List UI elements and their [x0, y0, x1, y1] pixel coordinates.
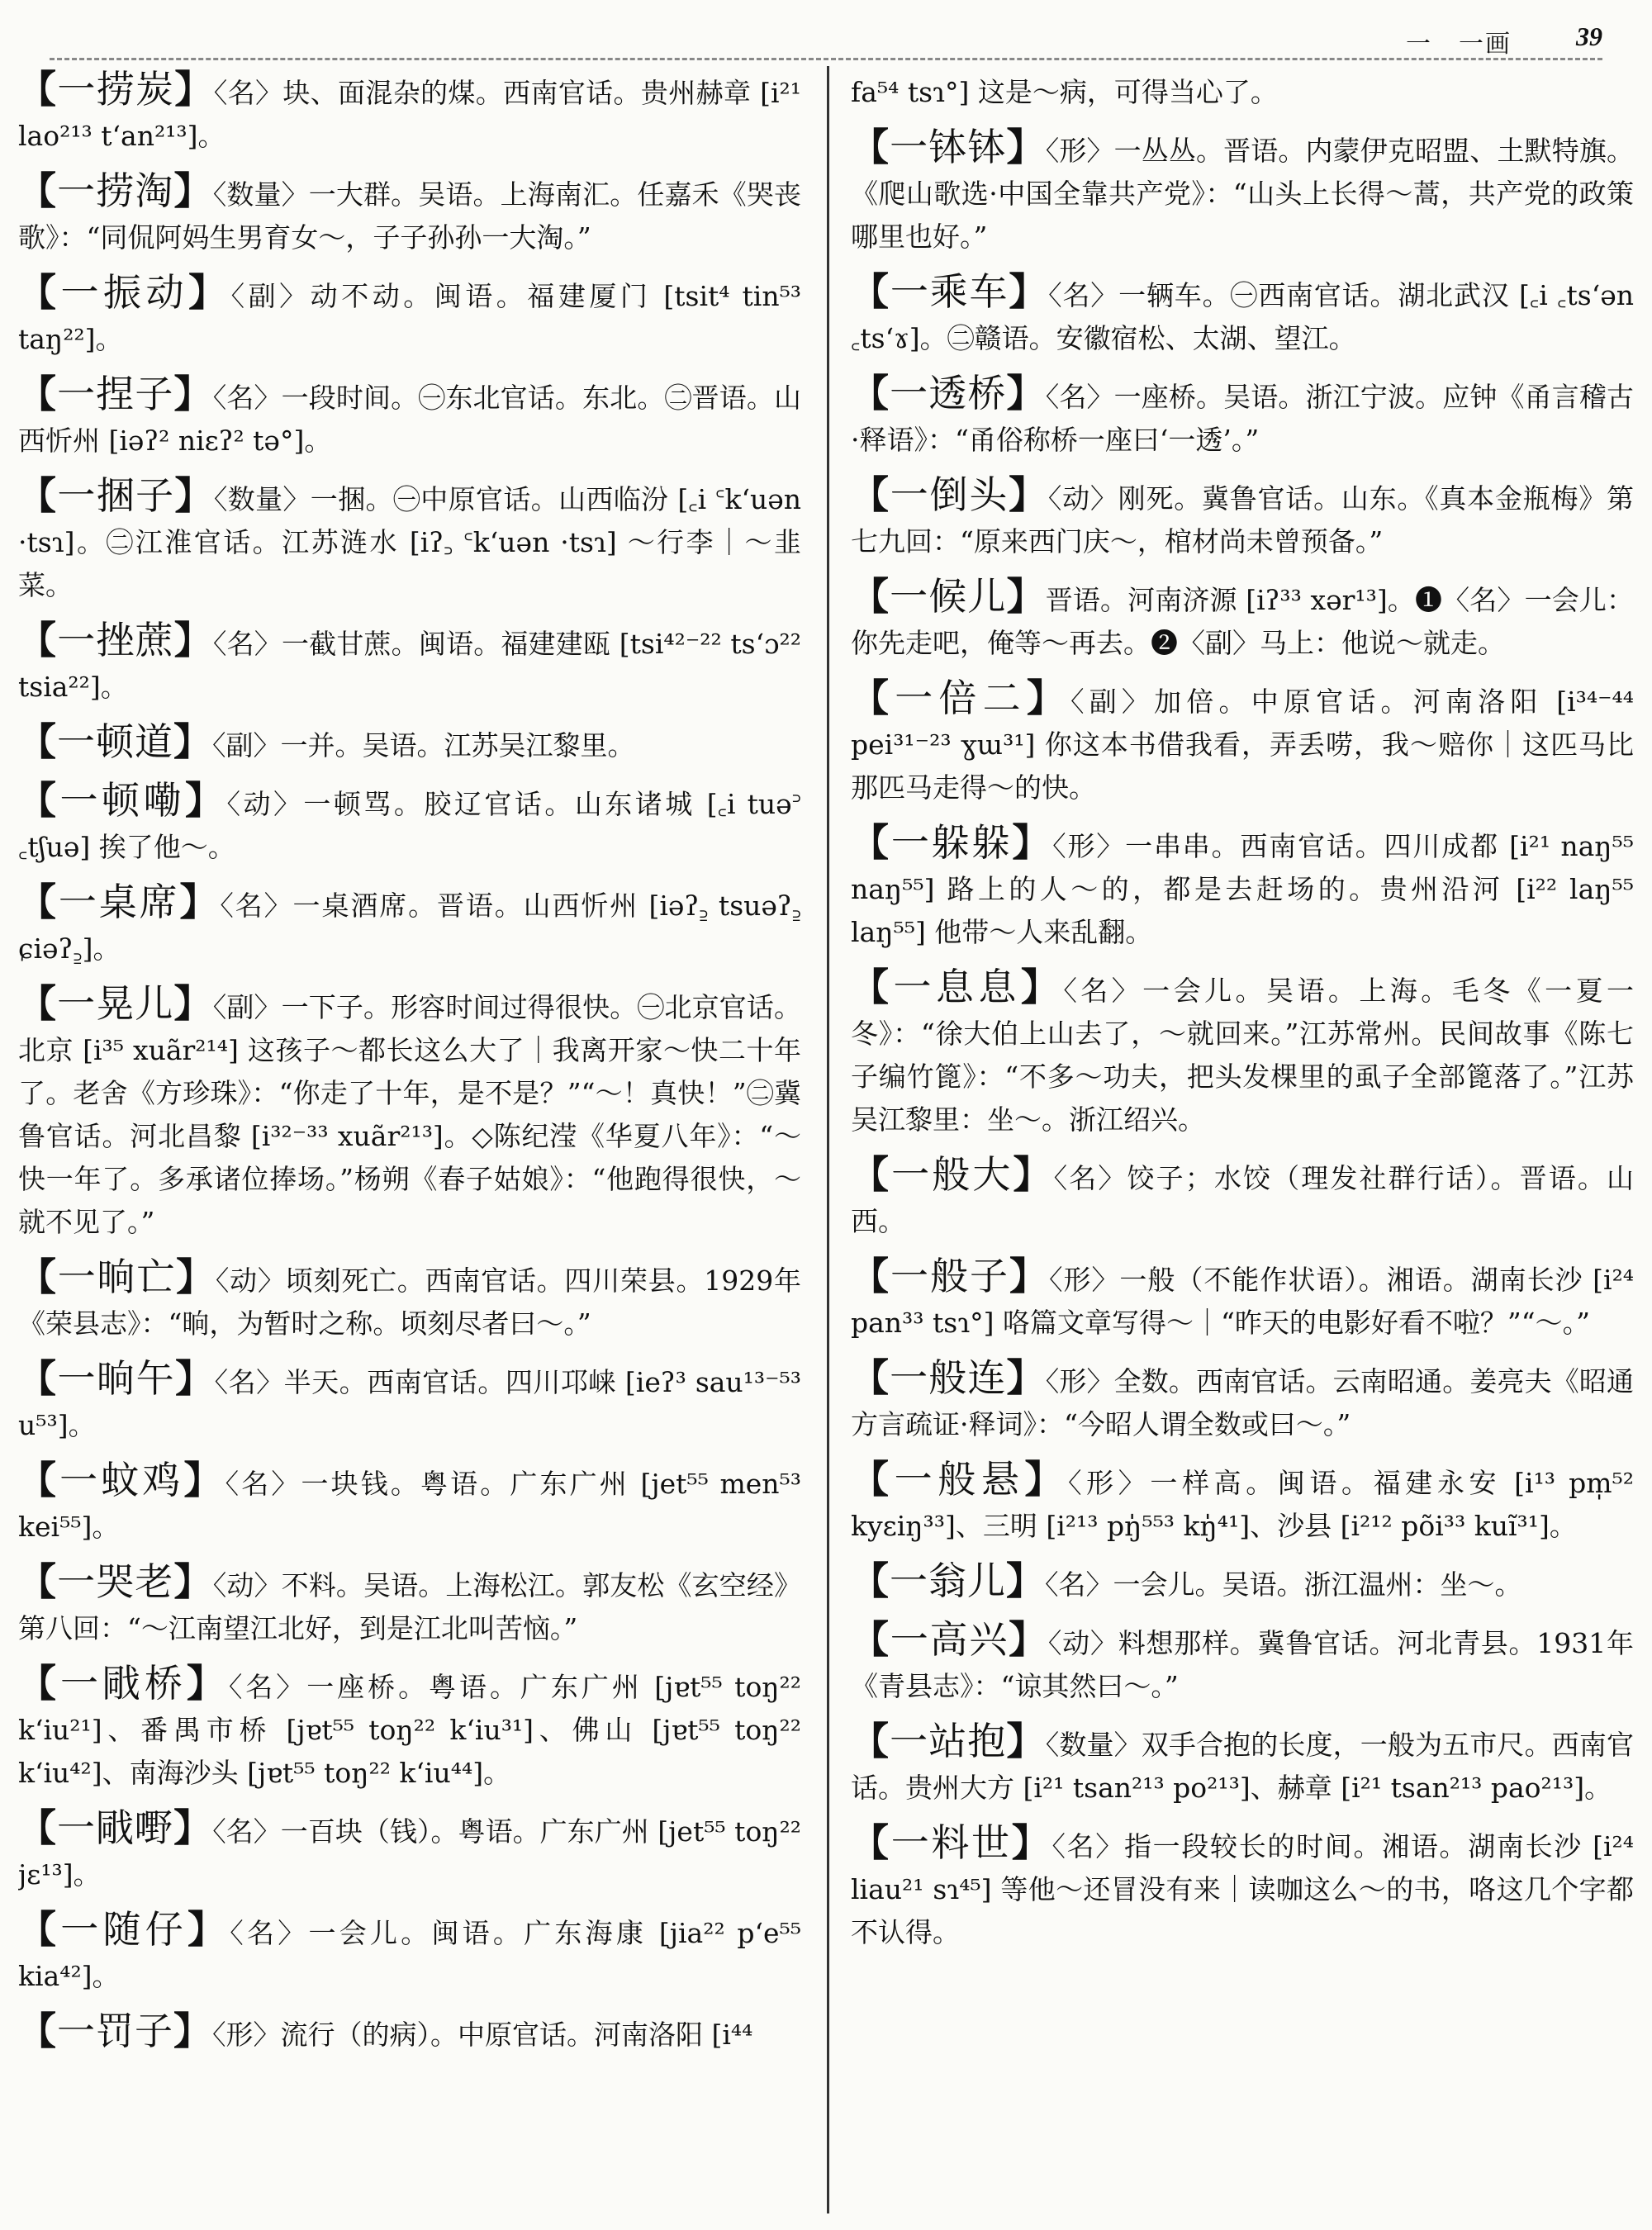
entry-headword: 【一振动】	[18, 270, 231, 315]
dictionary-entry	[18, 372, 801, 463]
dictionary-entry	[851, 71, 1634, 114]
entry-definition: 〈动〉刚死。冀鲁官话。山东。《真本金瓶梅》第七九回：“原来西门庆～，棺材尚未曾预备。”	[851, 482, 1634, 558]
dictionary-entry	[851, 1458, 1634, 1548]
entry-definition: 〈形〉一串串。西南官话。四川成都 [i²¹ naŋ⁵⁵ naŋ⁵⁵] 路上的人～的，都是去赶场的。贵州沿河 [i²² laŋ⁵⁵ laŋ⁵⁵] 他带～人来乱翻。	[851, 830, 1634, 948]
entry-definition: 〈副〉一并。吴语。江苏吴江黎里。	[212, 729, 635, 762]
entry-headword: 【一随仔】	[18, 1907, 230, 1952]
entry-headword: 【一罚子】	[18, 2009, 212, 2053]
entry-headword: 【一候儿】	[851, 574, 1046, 619]
dictionary-entry	[18, 779, 801, 869]
dictionary-entry	[851, 676, 1634, 809]
entry-headword: 【一蚊鸡】	[18, 1458, 225, 1502]
dictionary-entry	[851, 1821, 1634, 1954]
entry-headword: 【一息息】	[851, 965, 1064, 1009]
dictionary-entry	[18, 1908, 801, 1998]
entry-definition: 〈形〉一般（不能作状语）。湘语。湖南长沙 [i²⁴ pan³³ tsɿ°] 咯篇文章写得～｜“昨天的电影好看不啦？”“～。”	[851, 1264, 1634, 1339]
entry-definition: 〈动〉一顿骂。胶辽官话。山东诸城 [꜀i tuə꜄ ꜀tʃuə] 挨了他～。	[18, 788, 801, 863]
section-label: 一 一画	[1406, 30, 1512, 59]
entry-definition: 〈副〉加倍。中原官话。河南洛阳 [i³⁴⁻⁴⁴ pei³¹⁻²³ ɣɯ³¹] 你这本书借我看，弄丢唠，我～赔你｜这匹马比那匹马走得～的快。	[851, 686, 1634, 804]
page-header	[33, 18, 1602, 59]
entry-headword: 【一高兴】	[851, 1617, 1048, 1662]
dictionary-entry	[18, 2009, 801, 2057]
entry-definition: 〈动〉顷刻死亡。西南官话。四川荣县。1929年《荣县志》：“晌，为暂时之称。顷刻尽者曰～。”	[18, 1264, 801, 1340]
entry-headword: 【一躲躲】	[851, 820, 1053, 865]
entry-headword: 【一乘车】	[851, 269, 1049, 314]
entry-definition: 〈形〉全数。西南官话。云南昭通。姜亮夫《昭通方言疏证·释词》：“今昭人谓全数或曰～。”	[851, 1365, 1634, 1440]
entry-definition: 〈名〉一段时间。㊀东北官话。东北。㊁晋语。山西忻州 [iəʔ² niɛʔ² tə°]。	[18, 382, 801, 457]
entry-definition: 〈动〉不料。吴语。上海松江。郭友松《玄空经》第八回：“～江南望江北好，到是江北叫苦恼。”	[18, 1569, 801, 1644]
entry-headword: 【一般悬】	[851, 1457, 1069, 1502]
entry-definition: 〈名〉指一段较长的时间。湘语。湖南长沙 [i²⁴ liau²¹ sɿ⁴⁵] 等他～还冒没有来｜读咖这么～的书，咯这几个字都不认得。	[851, 1830, 1634, 1948]
dictionary-entry	[851, 1618, 1634, 1708]
entry-definition: fa⁵⁴ tsɿ°] 这是～病，可得当心了。	[851, 76, 1278, 108]
dictionary-entry	[18, 982, 801, 1244]
entry-definition: 〈名〉一会儿。闽语。广东海康 [jia²² p‘e⁵⁵ kia⁴²]。	[18, 1917, 801, 1992]
entry-headword: 【一捞淘】	[18, 168, 213, 213]
entry-definition: 〈副〉动不动。闽语。福建厦门 [tsit⁴ tin⁵³ taŋ²²]。	[18, 280, 801, 355]
entry-definition: 〈名〉饺子；水饺（理发社群行话）。晋语。山西。	[851, 1162, 1634, 1237]
entry-headword: 【一翁儿】	[851, 1559, 1045, 1603]
dictionary-entry	[851, 270, 1634, 360]
dictionary-entry	[18, 474, 801, 607]
dictionary-entry	[18, 271, 801, 361]
entry-definition: 〈名〉一座桥。粤语。广东广州 [jɐt⁵⁵ toŋ²² k‘iu²¹]、番禺市桥 [jɐt⁵⁵ toŋ²² k‘iu³¹]、佛山 [jɐt⁵⁵ toŋ²² k‘iu⁴²]、南海沙头 [jɐt⁵⁵ toŋ²² k‘iu⁴⁴]。	[18, 1671, 801, 1789]
entry-headword: 【一倍二】	[851, 676, 1071, 720]
entry-headword: 【一捏子】	[18, 372, 213, 416]
dictionary-entry	[18, 1459, 801, 1549]
dictionary-entry	[18, 1357, 801, 1447]
entry-headword: 【一挫蔗】	[18, 618, 213, 662]
entry-definition: 〈名〉一块钱。粤语。广东广州 [jet⁵⁵ men⁵³ kei⁵⁵]。	[18, 1468, 801, 1543]
header-rule	[50, 58, 1602, 60]
right-column	[851, 68, 1634, 2222]
entry-definition: 〈数量〉双手合抱的长度，一般为五市尺。西南官话。贵州大方 [i²¹ tsan²¹³ po²¹³]、赫章 [i²¹ tsan²¹³ pao²¹³]。	[851, 1729, 1634, 1804]
entry-definition: 〈名〉块、面混杂的煤。西南官话。贵州赫章 [i²¹ lao²¹³ t‘an²¹³]。	[18, 77, 801, 152]
entry-headword: 【一戙嘢】	[18, 1805, 213, 1850]
entry-headword: 【一晃儿】	[18, 981, 213, 1026]
entry-headword: 【一捆子】	[18, 473, 214, 518]
dictionary-entry	[851, 126, 1634, 259]
entry-headword: 【一倒头】	[851, 472, 1048, 517]
page-number: 39	[1576, 21, 1602, 51]
dictionary-entry	[18, 1806, 801, 1896]
entry-headword: 【一料世】	[851, 1820, 1052, 1865]
entry-headword: 【一桌席】	[18, 880, 221, 924]
entry-definition: 〈副〉一下子。形容时间过得很快。㊀北京官话。北京 [i³⁵ xuãr²¹⁴] 这孩子～都长这么大了｜我离开家～快二十年了。老舍《方珍珠》：“你走了十年，是不是？”“～！真快！”㊁冀鲁官话。河北昌黎 [i³²⁻³³ xuãr²¹³]。◇陈纪滢《华夏八年》：“～快一年了。多承诸位捧场。”杨朔《春子姑娘》：“他跑得很快，～就不见了。”	[18, 991, 801, 1238]
dictionary-entry	[851, 966, 1634, 1141]
dictionary-entry	[851, 372, 1634, 462]
entry-definition: 〈名〉一辆车。㊀西南官话。湖北武汉 [꜀i ꜀ts‘ən ꜀ts‘ɤ]。㊁赣语。安徽宿松、太湖、望江。	[851, 279, 1634, 354]
entry-definition: 〈名〉一桌酒席。晋语。山西忻州 [iəʔ꜇ tsuəʔ꜇ ɕiəʔ꜇]。	[18, 890, 801, 965]
entry-definition: 〈名〉一百块（钱）。粤语。广东广州 [jet⁵⁵ toŋ²² jɛ¹³]。	[18, 1815, 801, 1891]
entry-headword: 【一哭老】	[18, 1559, 213, 1604]
entry-definition: 〈名〉一座桥。吴语。浙江宁波。应钟《甬言稽古·释语》：“甬俗称桥一座曰‘一透’。”	[851, 381, 1634, 456]
left-column	[18, 68, 801, 2222]
dictionary-entry	[18, 1560, 801, 1650]
entry-headword: 【一钵钵】	[851, 125, 1046, 169]
dictionary-entry	[18, 68, 801, 158]
dictionary-entry	[851, 1356, 1634, 1446]
dictionary-entry	[18, 169, 801, 259]
dictionary-entry	[851, 473, 1634, 563]
entry-headword: 【一般子】	[851, 1254, 1049, 1298]
entry-headword: 【一透桥】	[851, 371, 1046, 415]
entry-headword: 【一站抱】	[851, 1719, 1046, 1763]
entry-definition: 〈数量〉一捆。㊀中原官话。山西临汾 [꜀i ꜂k‘uən ·tsɿ]。㊁江淮官话。江苏涟水 [iʔ꜆ ꜂k‘uən ·tsɿ] ～行李｜～韭菜。	[18, 483, 801, 601]
entry-headword: 【一晌亡】	[18, 1255, 216, 1299]
entry-definition: 〈动〉料想那样。冀鲁官话。河北青县。1931年《青县志》：“谅其然曰～。”	[851, 1627, 1634, 1702]
entry-headword: 【一顿道】	[18, 719, 212, 764]
entry-definition: 〈名〉半天。西南官话。四川邛崃 [ieʔ³ sau¹³⁻⁵³ u⁵³]。	[18, 1366, 801, 1441]
entry-headword: 【一戙桥】	[18, 1661, 229, 1706]
entry-headword: 【一般大】	[851, 1152, 1054, 1197]
entry-definition: 〈名〉一会儿。吴语。上海。毛冬《一夏一冬》：“徐大伯上山去了，～就回来。”江苏常州。民间故事《陈七子编竹篦》：“不多～功夫，把头发棵里的虱子全部篦落了。”江苏吴江黎里：坐～。浙江绍兴。	[851, 975, 1634, 1136]
dictionary-entry	[18, 1662, 801, 1795]
entry-definition: 〈名〉一截甘蔗。闽语。福建建瓯 [tsi⁴²⁻²² ts‘ɔ²² tsia²²]。	[18, 628, 801, 703]
dictionary-entry	[851, 1559, 1634, 1606]
dictionary-entry	[18, 619, 801, 709]
entry-definition: 〈形〉流行（的病）。中原官话。河南洛阳 [i⁴⁴	[212, 2019, 753, 2051]
entry-headword: 【一晌午】	[18, 1356, 215, 1401]
dictionary-entry	[851, 821, 1634, 954]
dictionary-entry	[18, 720, 801, 767]
entry-definition: 晋语。河南济源 [iʔ³³ xər¹³]。❶〈名〉一会儿：你先走吧，俺等～再去。❷〈副〉马上：他说～就走。	[851, 584, 1634, 659]
entry-headword: 【一顿嘞】	[18, 778, 227, 823]
dictionary-entry	[851, 575, 1634, 665]
entry-headword: 【一捞炭】	[18, 68, 214, 112]
entry-definition: 〈形〉一样高。闽语。福建永安 [i¹³ pm̩⁵² kyɛiŋ³³]、三明 [i²¹³ pŋ̍⁵⁵³ kŋ̍⁴¹]、沙县 [i²¹² põi³³ kuĩ³¹]。	[851, 1467, 1634, 1542]
dictionary-entry	[851, 1720, 1634, 1810]
entry-definition: 〈数量〉一大群。吴语。上海南汇。任嘉禾《哭丧歌》：“同侃阿妈生男育女～，子子孙孙一大淘。”	[18, 178, 801, 254]
entry-headword: 【一般连】	[851, 1355, 1046, 1400]
dictionary-entry	[851, 1255, 1634, 1345]
entry-definition: 〈名〉一会儿。吴语。浙江温州：坐～。	[1045, 1568, 1522, 1601]
column-divider	[827, 66, 829, 2213]
dictionary-entry	[851, 1153, 1634, 1243]
entry-definition: 〈形〉一丛丛。晋语。内蒙伊克昭盟、土默特旗。《爬山歌选·中国全靠共产党》：“山头上长得～蒿，共产党的政策哪里也好。”	[851, 135, 1634, 253]
dictionary-entry	[18, 1255, 801, 1345]
dictionary-entry	[18, 880, 801, 970]
